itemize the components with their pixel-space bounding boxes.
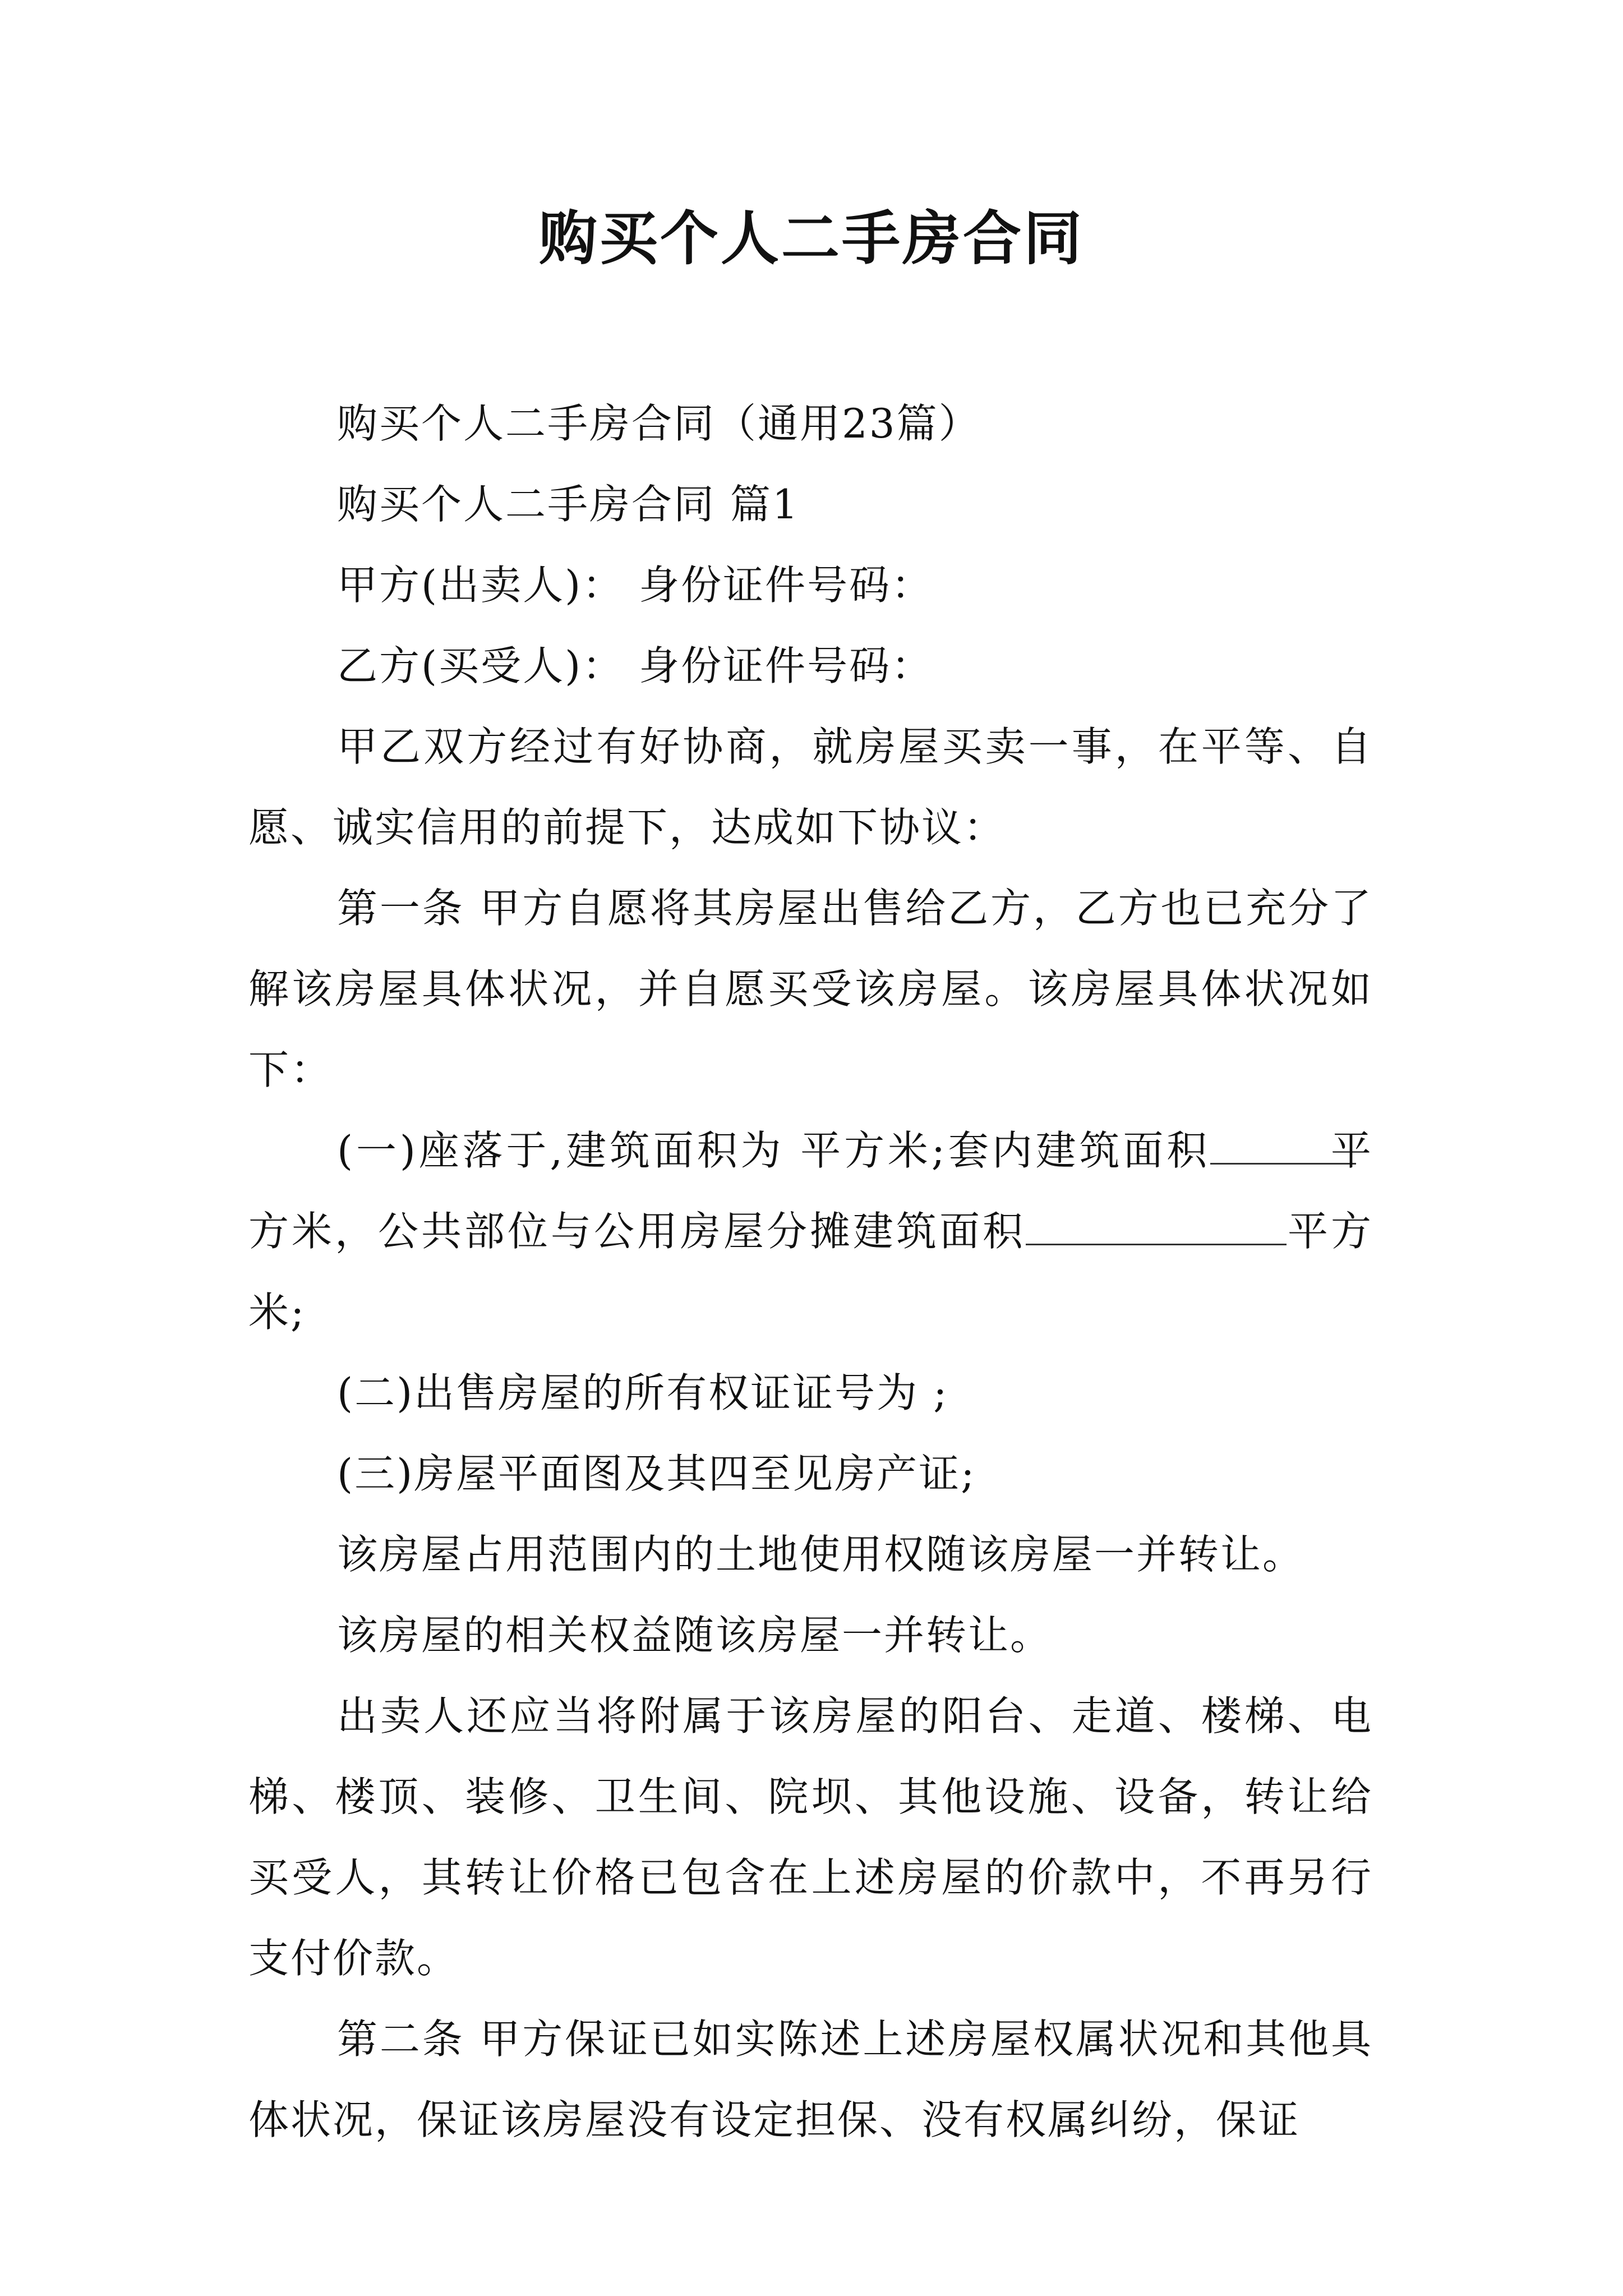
article-1-paragraph: 第一条 甲方自愿将其房屋出售给乙方，乙方也已充分了解该房屋具体状况，并自愿买受该房屋。该房屋具体状况如下： xyxy=(248,885,1373,1093)
property-area-text-2: 平方米，公共部位与公用房屋分摊建筑面积 xyxy=(248,1127,1373,1255)
floor-plan-paragraph: (三)房屋平面图及其四至见房产证; xyxy=(337,1450,976,1497)
blank-line-shared-area xyxy=(1026,1210,1160,1245)
section-heading: 购买个人二手房合同 篇1 xyxy=(337,481,800,528)
blank-line-shared-area-cont xyxy=(1160,1210,1287,1245)
property-area-text-1: (一)座落于,建筑面积为 平方米;套内建筑面积 xyxy=(337,1127,1211,1174)
property-area-paragraph xyxy=(248,1110,1373,1352)
certificate-paragraph: (二)出售房屋的所有权证证号为 ; xyxy=(337,1369,949,1416)
document-title: 购买个人二手房合同 xyxy=(538,204,1084,273)
land-use-paragraph: 该房屋占用范围内的土地使用权随该房屋一并转让。 xyxy=(337,1531,1305,1578)
rights-paragraph: 该房屋的相关权益随该房屋一并转让。 xyxy=(337,1612,1053,1659)
property-area-text-3: 平方米; xyxy=(248,1208,1373,1336)
preamble-paragraph: 甲乙双方经过有好协商，就房屋买卖一事，在平等、自愿、诚实信用的前提下，达成如下协议： xyxy=(248,723,1373,851)
appurtenances-paragraph: 出卖人还应当将附属于该房屋的阳台、走道、楼梯、电梯、楼顶、装修、卫生间、院坝、其他设施、设备，转让给买受人，其转让价格已包含在上述房屋的价款中，不再另行支付价款。 xyxy=(248,1692,1373,1982)
article-2-paragraph: 第二条 甲方保证已如实陈述上述房屋权属状况和其他具体状况，保证该房屋没有设定担保、没有权属纠纷，保证 xyxy=(248,2016,1373,2143)
subtitle-paragraph: 购买个人二手房合同（通用23篇） xyxy=(337,400,981,447)
document-body xyxy=(248,383,1373,2160)
blank-line-inner-area-cont xyxy=(1267,1129,1329,1165)
party-b-line: 乙方(买受人)： 身份证件号码： xyxy=(337,642,934,689)
party-a-line: 甲方(出卖人)： 身份证件号码： xyxy=(337,562,934,609)
